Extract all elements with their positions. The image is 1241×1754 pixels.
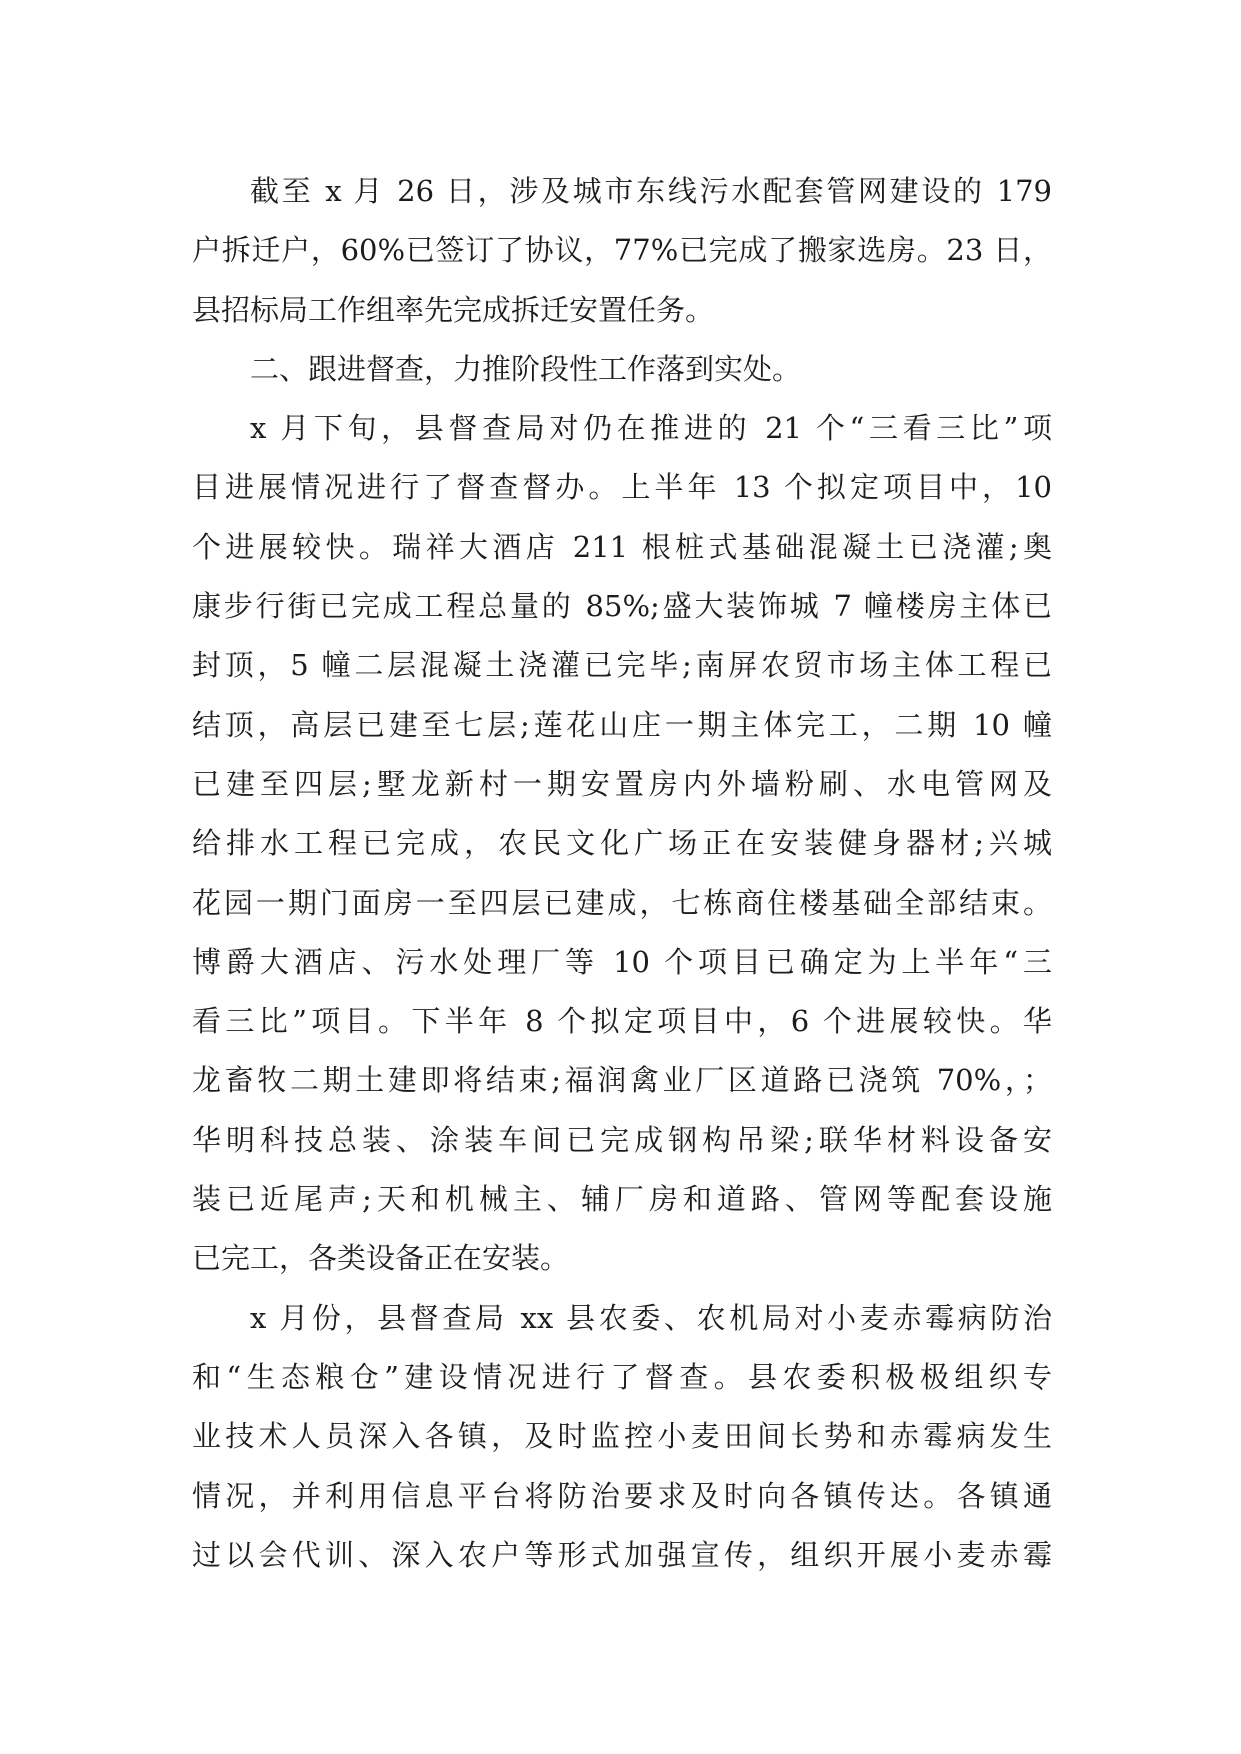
paragraph-line: 博爵大酒店、污水处理厂等 10 个项目已确定为上半年“三: [192, 944, 1052, 979]
paragraph-line: 业技术人员深入各镇，及时监控小麦田间长势和赤霉病发生: [192, 1419, 1052, 1454]
paragraph-line: 封顶，5 幢二层混凝土浇灌已完毕;南屏农贸市场主体工程已: [192, 648, 1052, 683]
paragraph-line: 华明科技总装、涂装车间已完成钢构吊梁;联华材料设备安: [192, 1122, 1052, 1157]
section-heading: 二、跟进督查，力推阶段性工作落到实处。: [250, 351, 802, 386]
paragraph-line: 给排水工程已完成，农民文化广场正在安装健身器材;兴城: [192, 826, 1052, 861]
paragraph-line: 户拆迁户，60%已签订了协议，77%已完成了搬家选房。23 日，: [192, 233, 1052, 268]
paragraph-line: 结顶，高层已建至七层;莲花山庄一期主体完工，二期 10 幢: [192, 707, 1052, 742]
document-body: [192, 162, 1052, 1585]
paragraph-line: 截至 x 月 26 日，涉及城市东线污水配套管网建设的 179: [250, 174, 1052, 208]
paragraph-line: 已完工，各类设备正在安装。: [192, 1241, 570, 1276]
paragraph-line: 装已近尾声;天和机械主、辅厂房和道路、管网等配套设施: [192, 1182, 1052, 1217]
paragraph-line: 情况，并利用信息平台将防治要求及时向各镇传达。各镇通: [192, 1478, 1052, 1513]
paragraph-line: 过以会代训、深入农户等形式加强宣传，组织开展小麦赤霉: [192, 1537, 1052, 1572]
paragraph-line: 县招标局工作组率先完成拆迁安置任务。: [192, 292, 715, 327]
paragraph-line: 花园一期门面房一至四层已建成，七栋商住楼基础全部结束。: [192, 885, 1052, 920]
paragraph-line: x 月份，县督查局 xx 县农委、农机局对小麦赤霉病防治: [250, 1300, 1052, 1335]
paragraph-line: 个进展较快。瑞祥大酒店 211 根桩式基础混凝土已浇灌;奥: [192, 529, 1052, 564]
paragraph-line: 和“生态粮仓”建设情况进行了督查。县农委积极极组织专: [192, 1359, 1052, 1394]
paragraph-line: 已建至四层;墅龙新村一期安置房内外墙粉刷、水电管网及: [192, 766, 1052, 801]
paragraph-line: 康步行街已完成工程总量的 85%;盛大装饰城 7 幢楼房主体已: [192, 589, 1052, 624]
paragraph-line: 目进展情况进行了督查督办。上半年 13 个拟定项目中，10: [192, 470, 1052, 505]
paragraph-line: 看三比”项目。下半年 8 个拟定项目中，6 个进展较快。华: [192, 1004, 1052, 1039]
paragraph-line: x 月下旬，县督查局对仍在推进的 21 个“三看三比”项: [250, 411, 1052, 446]
paragraph-line: 龙畜牧二期土建即将结束;福润禽业厂区道路已浇筑 70%，；: [192, 1063, 1052, 1098]
